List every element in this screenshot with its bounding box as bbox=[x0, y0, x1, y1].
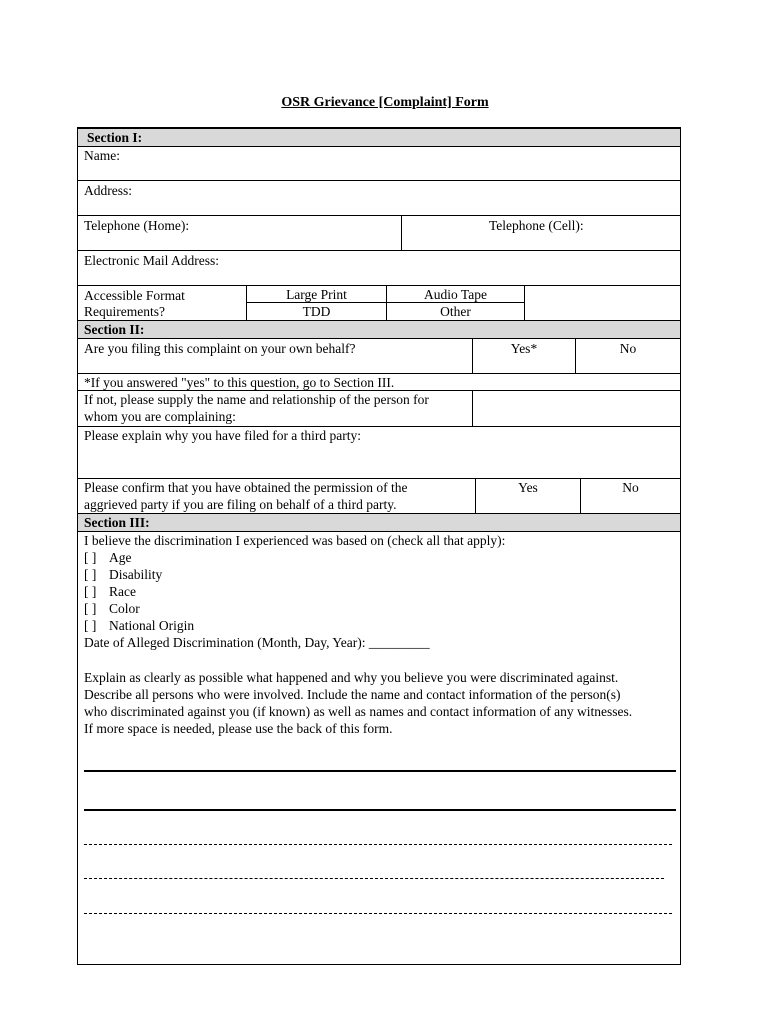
option-tdd[interactable] bbox=[246, 302, 387, 321]
email-label: Electronic Mail Address: bbox=[84, 253, 219, 268]
confirm-permission-text-cont: aggrieved party if you are filing on behalf of a third party. bbox=[84, 497, 397, 512]
explain-instructions: If more space is needed, please use the back of this form. bbox=[84, 721, 393, 736]
basis-option-label: Race bbox=[109, 584, 136, 599]
option-audio-tape[interactable] bbox=[386, 285, 525, 303]
option-audio-tape-label: Audio Tape bbox=[424, 287, 487, 302]
checkbox-icon[interactable]: [ ] bbox=[84, 584, 97, 599]
name-field[interactable] bbox=[78, 147, 680, 180]
option-other[interactable] bbox=[386, 302, 525, 321]
option-tdd-label: TDD bbox=[302, 304, 331, 319]
basis-option-national-origin[interactable] bbox=[84, 617, 284, 634]
basis-option-label: Age bbox=[109, 550, 132, 565]
date-of-discrimination-label[interactable]: Date of Alleged Discrimination (Month, Day, Year): _________ bbox=[84, 635, 430, 650]
explain-instructions: Describe all persons who were involved. Include the name and contact information of the person(s) bbox=[84, 687, 621, 702]
own-behalf-yes[interactable] bbox=[473, 339, 575, 373]
option-large-print-label: Large Print bbox=[286, 287, 347, 302]
section-1-header bbox=[78, 128, 680, 147]
if-not-instructions: If not, please supply the name and relationship of the person for bbox=[84, 392, 429, 407]
basis-option-age[interactable] bbox=[84, 549, 284, 566]
basis-option-color[interactable] bbox=[84, 600, 284, 617]
confirm-permission-text: Please confirm that you have obtained the permission of the bbox=[84, 480, 408, 495]
email-field[interactable] bbox=[78, 251, 680, 285]
explain-instructions: Explain as clearly as possible what happened and why you believe you were discriminated against. bbox=[84, 670, 619, 685]
own-behalf-no-label: No bbox=[619, 341, 637, 356]
telephone-home-label: Telephone (Home): bbox=[84, 218, 190, 233]
checkbox-icon[interactable]: [ ] bbox=[84, 618, 97, 633]
checkbox-icon[interactable]: [ ] bbox=[84, 601, 97, 616]
accessible-format-label: Accessible Format bbox=[84, 288, 185, 303]
basis-option-disability[interactable] bbox=[84, 566, 284, 583]
confirm-yes[interactable] bbox=[476, 478, 580, 513]
confirm-yes-label: Yes bbox=[518, 480, 538, 495]
address-label: Address: bbox=[84, 183, 132, 198]
name-label: Name: bbox=[84, 148, 120, 163]
option-large-print[interactable] bbox=[246, 285, 387, 303]
grievance-form bbox=[77, 127, 681, 965]
telephone-home-field[interactable] bbox=[78, 216, 401, 250]
form-title: OSR Grievance [Complaint] Form bbox=[281, 95, 489, 110]
basis-option-race[interactable] bbox=[84, 583, 284, 600]
section-3-heading: Section III: bbox=[84, 515, 150, 530]
third-party-name-field[interactable] bbox=[473, 391, 680, 426]
confirm-no-label: No bbox=[622, 480, 639, 495]
discrimination-basis-prompt: I believe the discrimination I experienced was based on (check all that apply): bbox=[84, 533, 506, 548]
basis-option-label: National Origin bbox=[109, 618, 195, 633]
accessible-format-label-cont: Requirements? bbox=[84, 304, 165, 319]
basis-option-label: Disability bbox=[109, 567, 163, 582]
writing-line[interactable] bbox=[84, 770, 676, 772]
section-3-header bbox=[78, 513, 680, 532]
if-yes-note: *If you answered "yes" to this question, go to Section III. bbox=[84, 375, 395, 390]
confirm-no[interactable] bbox=[581, 478, 680, 513]
telephone-cell-field[interactable] bbox=[402, 216, 680, 250]
own-behalf-question: Are you filing this complaint on your own behalf? bbox=[84, 341, 356, 356]
writing-line[interactable] bbox=[84, 878, 664, 879]
writing-line[interactable] bbox=[84, 844, 672, 845]
own-behalf-no[interactable] bbox=[576, 339, 680, 373]
section-2-heading: Section II: bbox=[84, 322, 145, 337]
telephone-cell-label: Telephone (Cell): bbox=[489, 218, 584, 233]
explain-third-party-field[interactable] bbox=[78, 444, 680, 478]
basis-option-label: Color bbox=[109, 601, 140, 616]
checkbox-icon[interactable]: [ ] bbox=[84, 550, 97, 565]
address-field[interactable] bbox=[78, 181, 680, 215]
own-behalf-yes-label: Yes* bbox=[510, 341, 538, 356]
explain-instructions: who discriminated against you (if known) as well as names and contact information of any witnesses. bbox=[84, 704, 633, 719]
explain-third-party-label: Please explain why you have filed for a third party: bbox=[84, 428, 362, 443]
option-other-label: Other bbox=[440, 304, 471, 319]
if-not-instructions-cont: whom you are complaining: bbox=[84, 409, 236, 424]
writing-line[interactable] bbox=[84, 809, 676, 811]
checkbox-icon[interactable]: [ ] bbox=[84, 567, 97, 582]
section-1-heading: Section I: bbox=[87, 130, 143, 145]
section-2-header bbox=[78, 320, 680, 339]
writing-line[interactable] bbox=[84, 913, 672, 914]
